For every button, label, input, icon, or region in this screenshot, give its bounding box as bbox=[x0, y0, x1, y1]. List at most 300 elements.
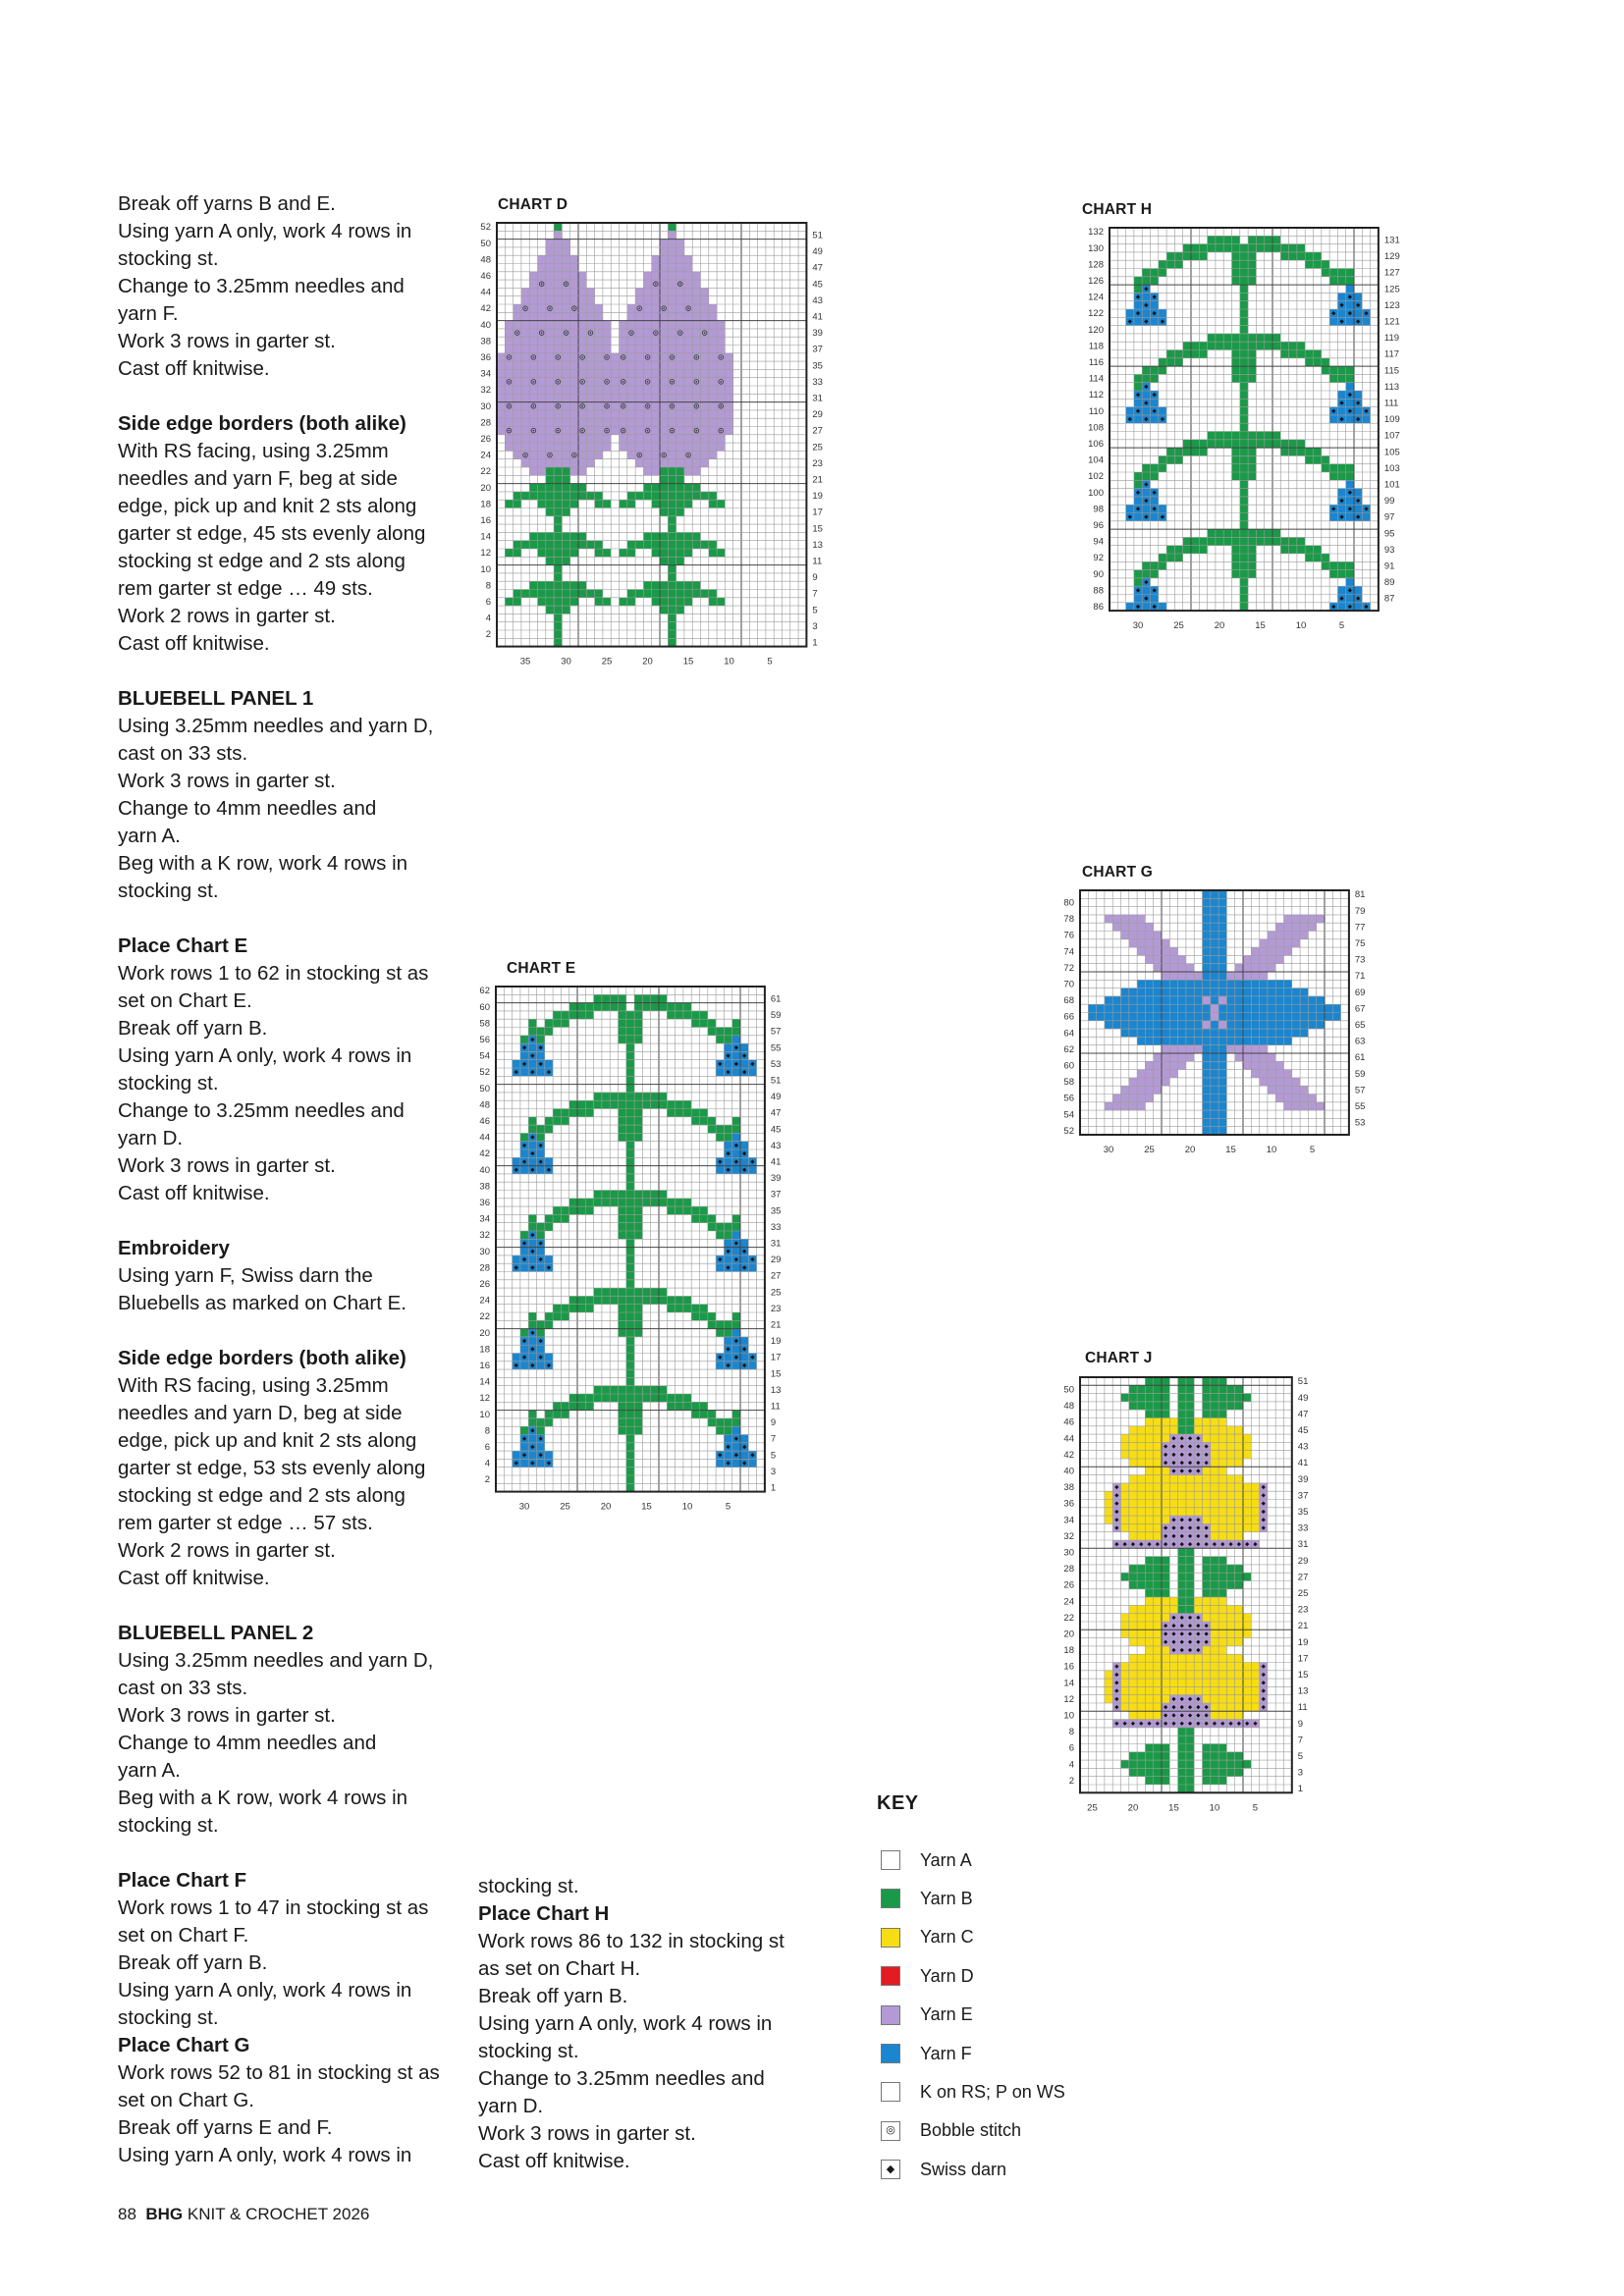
chart-cell bbox=[1251, 1508, 1259, 1516]
chart-cell bbox=[1145, 980, 1153, 988]
chart-cell bbox=[1211, 898, 1218, 906]
row-number: 28 bbox=[1063, 1564, 1074, 1575]
chart-cell bbox=[569, 1402, 577, 1410]
chart-cell bbox=[683, 1402, 691, 1410]
chart-cell bbox=[1211, 947, 1218, 955]
chart-cell bbox=[626, 1451, 634, 1459]
chart-cell bbox=[1142, 586, 1150, 594]
chart-cell bbox=[676, 1100, 683, 1108]
row-number: 28 bbox=[480, 417, 491, 429]
instruction-line: Cast off knitwise. bbox=[118, 632, 270, 655]
chart-cell bbox=[1129, 1703, 1137, 1711]
chart-cell bbox=[577, 1402, 585, 1410]
chart-cell bbox=[1260, 996, 1268, 1004]
chart-cell bbox=[1194, 1671, 1202, 1679]
chart-cell bbox=[642, 1394, 650, 1402]
chart-cell bbox=[1216, 244, 1223, 252]
chart-cell bbox=[1218, 1475, 1226, 1483]
chart-cell bbox=[1137, 1434, 1145, 1442]
chart-cell bbox=[1145, 1467, 1153, 1474]
row-number: 59 bbox=[770, 1010, 782, 1022]
chart-cell bbox=[1218, 1744, 1226, 1752]
chart-cell bbox=[1178, 1475, 1186, 1483]
chart-cell bbox=[1145, 1589, 1153, 1597]
chart-cell bbox=[1211, 1442, 1218, 1450]
chart-cell bbox=[1211, 1695, 1218, 1703]
chart-cell bbox=[1203, 1110, 1211, 1118]
chart-cell bbox=[732, 1263, 740, 1271]
chart-cell bbox=[634, 1003, 642, 1011]
chart-cell bbox=[1129, 1500, 1137, 1508]
chart-cell bbox=[1226, 1695, 1234, 1703]
stitch-number: 20 bbox=[1184, 1145, 1196, 1155]
chart-cell bbox=[1145, 1434, 1153, 1442]
chart-cell bbox=[537, 1166, 545, 1174]
chart-cell bbox=[529, 329, 537, 337]
chart-cell bbox=[732, 1320, 740, 1328]
instruction-line: Bluebells as marked on Chart E. bbox=[118, 1292, 406, 1314]
chart-cell bbox=[1137, 923, 1145, 931]
chart-cell bbox=[1289, 342, 1297, 349]
chart-cell bbox=[1284, 915, 1292, 923]
chart-cell bbox=[538, 378, 546, 386]
chart-cell bbox=[1243, 1703, 1251, 1711]
chart-cell bbox=[1265, 236, 1272, 243]
chart-cell bbox=[732, 1051, 740, 1059]
chart-cell bbox=[562, 394, 569, 401]
chart-cell bbox=[643, 492, 651, 500]
instruction-line: Change to 4mm needles and bbox=[118, 1732, 377, 1754]
chart-cell bbox=[651, 994, 659, 1002]
chart-cell bbox=[594, 1003, 602, 1011]
chart-cell bbox=[1154, 1686, 1162, 1694]
chart-cell bbox=[1240, 350, 1248, 358]
chart-cell bbox=[1216, 342, 1223, 349]
chart-cell bbox=[635, 402, 643, 410]
row-number: 112 bbox=[1088, 390, 1104, 401]
chart-cell bbox=[513, 1354, 520, 1362]
chart-cell bbox=[554, 541, 562, 549]
chart-cell bbox=[1203, 1589, 1211, 1597]
chart-cell bbox=[528, 1418, 536, 1426]
chart-cell bbox=[1305, 448, 1313, 455]
key-swatch bbox=[881, 2005, 900, 2025]
chart-cell bbox=[1300, 996, 1308, 1004]
chart-cell bbox=[537, 1028, 545, 1036]
chart-cell bbox=[1260, 1021, 1268, 1029]
chart-cell bbox=[1346, 578, 1354, 586]
chart-cell bbox=[1162, 1679, 1169, 1686]
chart-cell bbox=[610, 1003, 618, 1011]
chart-cell bbox=[724, 1133, 731, 1141]
chart-cell bbox=[1145, 1483, 1153, 1491]
chart-cell bbox=[1105, 1695, 1112, 1703]
chart-cell bbox=[1218, 1070, 1226, 1078]
instruction-line: needles and yarn D, beg at side bbox=[118, 1402, 403, 1424]
key-swatch bbox=[881, 1850, 900, 1870]
chart-cell bbox=[1235, 1483, 1243, 1491]
chart-cell bbox=[620, 337, 627, 345]
chart-cell bbox=[1223, 440, 1231, 448]
chart-cell bbox=[562, 435, 569, 443]
chart-cell bbox=[554, 296, 562, 304]
chart-cell bbox=[1232, 554, 1240, 561]
chart-cell bbox=[1235, 980, 1243, 988]
row-number: 96 bbox=[1093, 519, 1104, 531]
chart-cell bbox=[1174, 350, 1182, 358]
chart-cell bbox=[1129, 1394, 1137, 1402]
chart-cell bbox=[1243, 1013, 1251, 1021]
chart-cell bbox=[1240, 374, 1248, 382]
chart-cell bbox=[528, 1157, 536, 1165]
chart-cell bbox=[677, 321, 684, 329]
chart-cell bbox=[562, 296, 569, 304]
chart-cell bbox=[668, 614, 676, 621]
row-number: 22 bbox=[1063, 1612, 1074, 1624]
chart-cell bbox=[554, 394, 562, 401]
chart-cell bbox=[1145, 1671, 1153, 1679]
bobble-mark bbox=[549, 454, 551, 456]
chart-cell bbox=[553, 1214, 561, 1222]
chart-cell bbox=[1240, 455, 1248, 463]
row-number: 11 bbox=[770, 1401, 781, 1413]
chart-cell bbox=[1169, 1686, 1177, 1694]
chart-cell bbox=[578, 304, 586, 312]
chart-cell bbox=[562, 255, 569, 263]
chart-cell bbox=[1251, 1671, 1259, 1679]
chart-cell bbox=[546, 329, 554, 337]
chart-cell bbox=[1169, 1426, 1177, 1434]
chart-cell bbox=[634, 1117, 642, 1125]
chart-cell bbox=[677, 272, 684, 280]
chart-cell bbox=[1232, 546, 1240, 554]
chart-cell bbox=[1186, 1663, 1194, 1671]
chart-cell bbox=[642, 1386, 650, 1394]
chart-cell bbox=[1121, 1004, 1129, 1012]
chart-cell bbox=[1174, 358, 1182, 366]
chart-cell bbox=[1248, 432, 1256, 440]
chart-cell bbox=[1194, 980, 1202, 988]
chart-cell bbox=[642, 1100, 650, 1108]
key-swatch bbox=[881, 2121, 900, 2141]
chart-cell bbox=[709, 435, 717, 443]
row-number: 87 bbox=[1383, 593, 1395, 605]
bobble-mark bbox=[541, 332, 543, 334]
chart-cell bbox=[1337, 309, 1345, 317]
chart-cell bbox=[546, 247, 554, 255]
chart-cell bbox=[1203, 1029, 1211, 1037]
chart-cell bbox=[1154, 1629, 1162, 1637]
chart-cell bbox=[562, 418, 569, 426]
row-number: 29 bbox=[1297, 1555, 1309, 1567]
chart-cell bbox=[1275, 1070, 1283, 1078]
chart-cell bbox=[627, 418, 635, 426]
bobble-mark bbox=[557, 381, 559, 383]
row-number: 4 bbox=[1068, 1759, 1074, 1771]
chart-cell bbox=[1199, 350, 1207, 358]
chart-cell bbox=[716, 1418, 724, 1426]
chart-cell bbox=[554, 288, 562, 295]
instruction-line: set on Chart G. bbox=[118, 2089, 255, 2111]
chart-cell bbox=[529, 304, 537, 312]
chart-cell bbox=[677, 581, 684, 589]
chart-cell bbox=[684, 369, 692, 377]
chart-cell bbox=[1235, 1385, 1243, 1393]
chart-cell bbox=[684, 435, 692, 443]
chart-cell bbox=[529, 467, 537, 475]
chart-cell bbox=[676, 1011, 683, 1019]
chart-cell bbox=[1235, 1654, 1243, 1662]
row-number: 66 bbox=[1063, 1011, 1074, 1023]
chart-cell bbox=[1203, 1679, 1211, 1686]
chart-cell bbox=[562, 386, 569, 394]
chart-cell bbox=[1162, 939, 1169, 947]
chart-cell bbox=[677, 475, 684, 483]
chart-cell bbox=[1211, 988, 1218, 996]
chart-cell bbox=[586, 296, 594, 304]
chart-cell bbox=[1211, 1061, 1218, 1069]
chart-cell bbox=[570, 329, 578, 337]
row-number: 101 bbox=[1383, 479, 1400, 491]
row-number: 70 bbox=[1063, 979, 1074, 990]
chart-cell bbox=[709, 492, 717, 500]
chart-cell bbox=[732, 1248, 740, 1255]
chart-cell bbox=[708, 1125, 716, 1133]
chart-cell bbox=[626, 1377, 634, 1385]
chart-cell bbox=[1346, 399, 1354, 406]
chart-cell bbox=[570, 590, 578, 598]
chart-cell bbox=[1346, 595, 1354, 603]
chart-cell bbox=[619, 1199, 626, 1206]
chart-cell bbox=[732, 1418, 740, 1426]
chart-cell bbox=[1235, 1459, 1243, 1467]
chart-cell bbox=[554, 272, 562, 280]
chart-cell bbox=[1223, 529, 1231, 537]
row-number: 118 bbox=[1088, 341, 1104, 352]
chart-cell bbox=[1191, 244, 1199, 252]
chart-cell bbox=[684, 492, 692, 500]
chart-cell bbox=[1203, 1760, 1211, 1768]
chart-cell bbox=[1137, 1768, 1145, 1776]
chart-cell bbox=[554, 484, 562, 492]
key-item bbox=[881, 1927, 974, 1949]
chart-cell bbox=[1121, 1013, 1129, 1021]
row-number: 63 bbox=[1354, 1036, 1366, 1047]
chart-cell bbox=[1169, 1491, 1177, 1499]
chart-cell bbox=[619, 1426, 626, 1434]
chart-cell bbox=[529, 296, 537, 304]
chart-cell bbox=[701, 386, 709, 394]
row-number: 41 bbox=[770, 1156, 782, 1168]
chart-cell bbox=[611, 427, 619, 435]
chart-cell bbox=[1154, 1500, 1162, 1508]
chart-cell bbox=[1248, 374, 1256, 382]
chart-cell bbox=[1169, 996, 1177, 1004]
chart-cell bbox=[684, 549, 692, 557]
chart-cell bbox=[740, 1239, 748, 1247]
chart-cell bbox=[709, 443, 717, 451]
row-number: 74 bbox=[1063, 946, 1074, 958]
stitch-number: 20 bbox=[642, 656, 653, 667]
chart-cell bbox=[1268, 988, 1275, 996]
instruction-line: Break off yarn B. bbox=[478, 1985, 628, 2007]
chart-cell bbox=[521, 427, 529, 435]
chart-cell bbox=[1305, 358, 1313, 366]
chart-cell bbox=[1280, 342, 1288, 349]
chart-cell bbox=[1226, 1426, 1234, 1434]
chart-cell bbox=[570, 459, 578, 467]
chart-cell bbox=[1137, 1385, 1145, 1393]
chart-cell bbox=[1243, 1500, 1251, 1508]
chart-cell bbox=[1235, 1442, 1243, 1450]
chart-cell bbox=[1300, 1021, 1308, 1029]
section-heading: Place Chart H bbox=[478, 1902, 610, 1925]
bobble-mark bbox=[720, 430, 722, 432]
chart-cell bbox=[668, 312, 676, 320]
chart-cell bbox=[497, 394, 505, 401]
chart-cell bbox=[1105, 996, 1112, 1004]
key-label: Yarn C bbox=[920, 1927, 974, 1948]
chart-cell bbox=[1154, 1523, 1162, 1531]
chart-cell bbox=[652, 346, 660, 353]
chart-cell bbox=[1300, 1004, 1308, 1012]
chart-cell bbox=[1346, 513, 1354, 521]
chart-cell bbox=[1186, 1597, 1194, 1605]
chart-cell bbox=[684, 312, 692, 320]
chart-cell bbox=[554, 598, 562, 606]
chart-cell bbox=[1129, 1095, 1137, 1102]
chart-cell bbox=[692, 394, 700, 401]
chart-cell bbox=[1226, 1654, 1234, 1662]
chart-cell bbox=[1137, 947, 1145, 955]
chart-cell bbox=[1169, 964, 1177, 972]
chart-cell bbox=[1218, 1695, 1226, 1703]
chart-cell bbox=[1354, 293, 1362, 300]
chart-j-grid bbox=[1063, 1376, 1322, 1822]
chart-cell bbox=[619, 1133, 626, 1141]
chart-cell bbox=[1218, 1013, 1226, 1021]
instruction-line: yarn D. bbox=[478, 2095, 544, 2117]
chart-cell bbox=[643, 459, 651, 467]
bobble-mark bbox=[516, 332, 518, 334]
row-number: 86 bbox=[1093, 601, 1104, 613]
chart-cell bbox=[692, 288, 700, 295]
chart-cell bbox=[627, 369, 635, 377]
row-number: 78 bbox=[1063, 914, 1074, 926]
instruction-line: stocking st edge and 2 sts along bbox=[118, 1484, 406, 1507]
chart-cell bbox=[1129, 1013, 1137, 1021]
chart-cell bbox=[1218, 1078, 1226, 1086]
chart-cell bbox=[1142, 603, 1150, 611]
chart-cell bbox=[514, 590, 521, 598]
chart-cell bbox=[651, 1288, 659, 1296]
chart-cell bbox=[1203, 1095, 1211, 1102]
chart-cell bbox=[497, 427, 505, 435]
chart-cell bbox=[497, 369, 505, 377]
chart-cell bbox=[627, 427, 635, 435]
chart-cell bbox=[537, 1418, 545, 1426]
chart-cell bbox=[1256, 244, 1264, 252]
chart-cell bbox=[1218, 1686, 1226, 1694]
chart-cell bbox=[529, 280, 537, 288]
chart-cell bbox=[619, 1320, 626, 1328]
chart-cell bbox=[1218, 1434, 1226, 1442]
chart-cell bbox=[1162, 1475, 1169, 1483]
chart-cell bbox=[1317, 1021, 1325, 1029]
chart-cell bbox=[1183, 244, 1191, 252]
chart-cell bbox=[684, 427, 692, 435]
instruction-line: cast on 33 sts. bbox=[118, 742, 248, 765]
chart-cell bbox=[1346, 366, 1354, 374]
chart-cell bbox=[667, 1402, 675, 1410]
chart-cell bbox=[570, 443, 578, 451]
bobble-mark bbox=[672, 430, 674, 432]
row-number: 132 bbox=[1088, 227, 1104, 239]
chart-cell bbox=[1159, 455, 1166, 463]
chart-cell bbox=[586, 435, 594, 443]
chart-cell bbox=[1248, 342, 1256, 349]
chart-cell bbox=[602, 1288, 610, 1296]
chart-cell bbox=[643, 394, 651, 401]
instruction-line: Change to 4mm needles and bbox=[118, 797, 377, 820]
chart-cell bbox=[1162, 1053, 1169, 1061]
chart-cell bbox=[578, 410, 586, 418]
chart-cell bbox=[643, 581, 651, 589]
chart-cell bbox=[1154, 1679, 1162, 1686]
chart-cell bbox=[626, 1142, 634, 1149]
stitch-number: 20 bbox=[1214, 620, 1225, 632]
row-number: 44 bbox=[1063, 1433, 1074, 1445]
chart-cell bbox=[1218, 1663, 1226, 1671]
chart-cell bbox=[1240, 423, 1248, 431]
chart-cell bbox=[1240, 432, 1248, 440]
stitch-number: 10 bbox=[681, 1501, 693, 1513]
chart-cell bbox=[1129, 1654, 1137, 1662]
chart-cell bbox=[1186, 1037, 1194, 1044]
chart-cell bbox=[1145, 1061, 1153, 1069]
chart-cell bbox=[1194, 1004, 1202, 1012]
instruction-line: edge, pick up and knit 2 sts along bbox=[118, 1429, 417, 1452]
chart-cell bbox=[643, 418, 651, 426]
chart-cell bbox=[1226, 1752, 1234, 1760]
chart-cell bbox=[1251, 972, 1259, 980]
chart-cell bbox=[1129, 1483, 1137, 1491]
row-number: 52 bbox=[1063, 1125, 1074, 1137]
chart-cell bbox=[668, 557, 676, 564]
chart-cell bbox=[521, 410, 529, 418]
chart-cell bbox=[1145, 1760, 1153, 1768]
chart-cell bbox=[652, 353, 660, 361]
chart-cell bbox=[1300, 1013, 1308, 1021]
chart-cell bbox=[1154, 996, 1162, 1004]
chart-cell bbox=[497, 386, 505, 394]
chart-cell bbox=[1211, 1434, 1218, 1442]
chart-cell bbox=[701, 402, 709, 410]
chart-cell bbox=[692, 484, 700, 492]
chart-cell bbox=[620, 418, 627, 426]
chart-cell bbox=[1235, 1508, 1243, 1516]
chart-cell bbox=[554, 240, 562, 247]
chart-cell bbox=[1178, 964, 1186, 972]
chart-cell bbox=[642, 1296, 650, 1304]
chart-cell bbox=[1243, 1508, 1251, 1516]
chart-cell bbox=[643, 312, 651, 320]
row-number: 61 bbox=[770, 993, 782, 1005]
chart-cell bbox=[1314, 546, 1322, 554]
chart-cell bbox=[1178, 1686, 1186, 1694]
chart-cell bbox=[546, 410, 554, 418]
chart-cell bbox=[701, 418, 709, 426]
